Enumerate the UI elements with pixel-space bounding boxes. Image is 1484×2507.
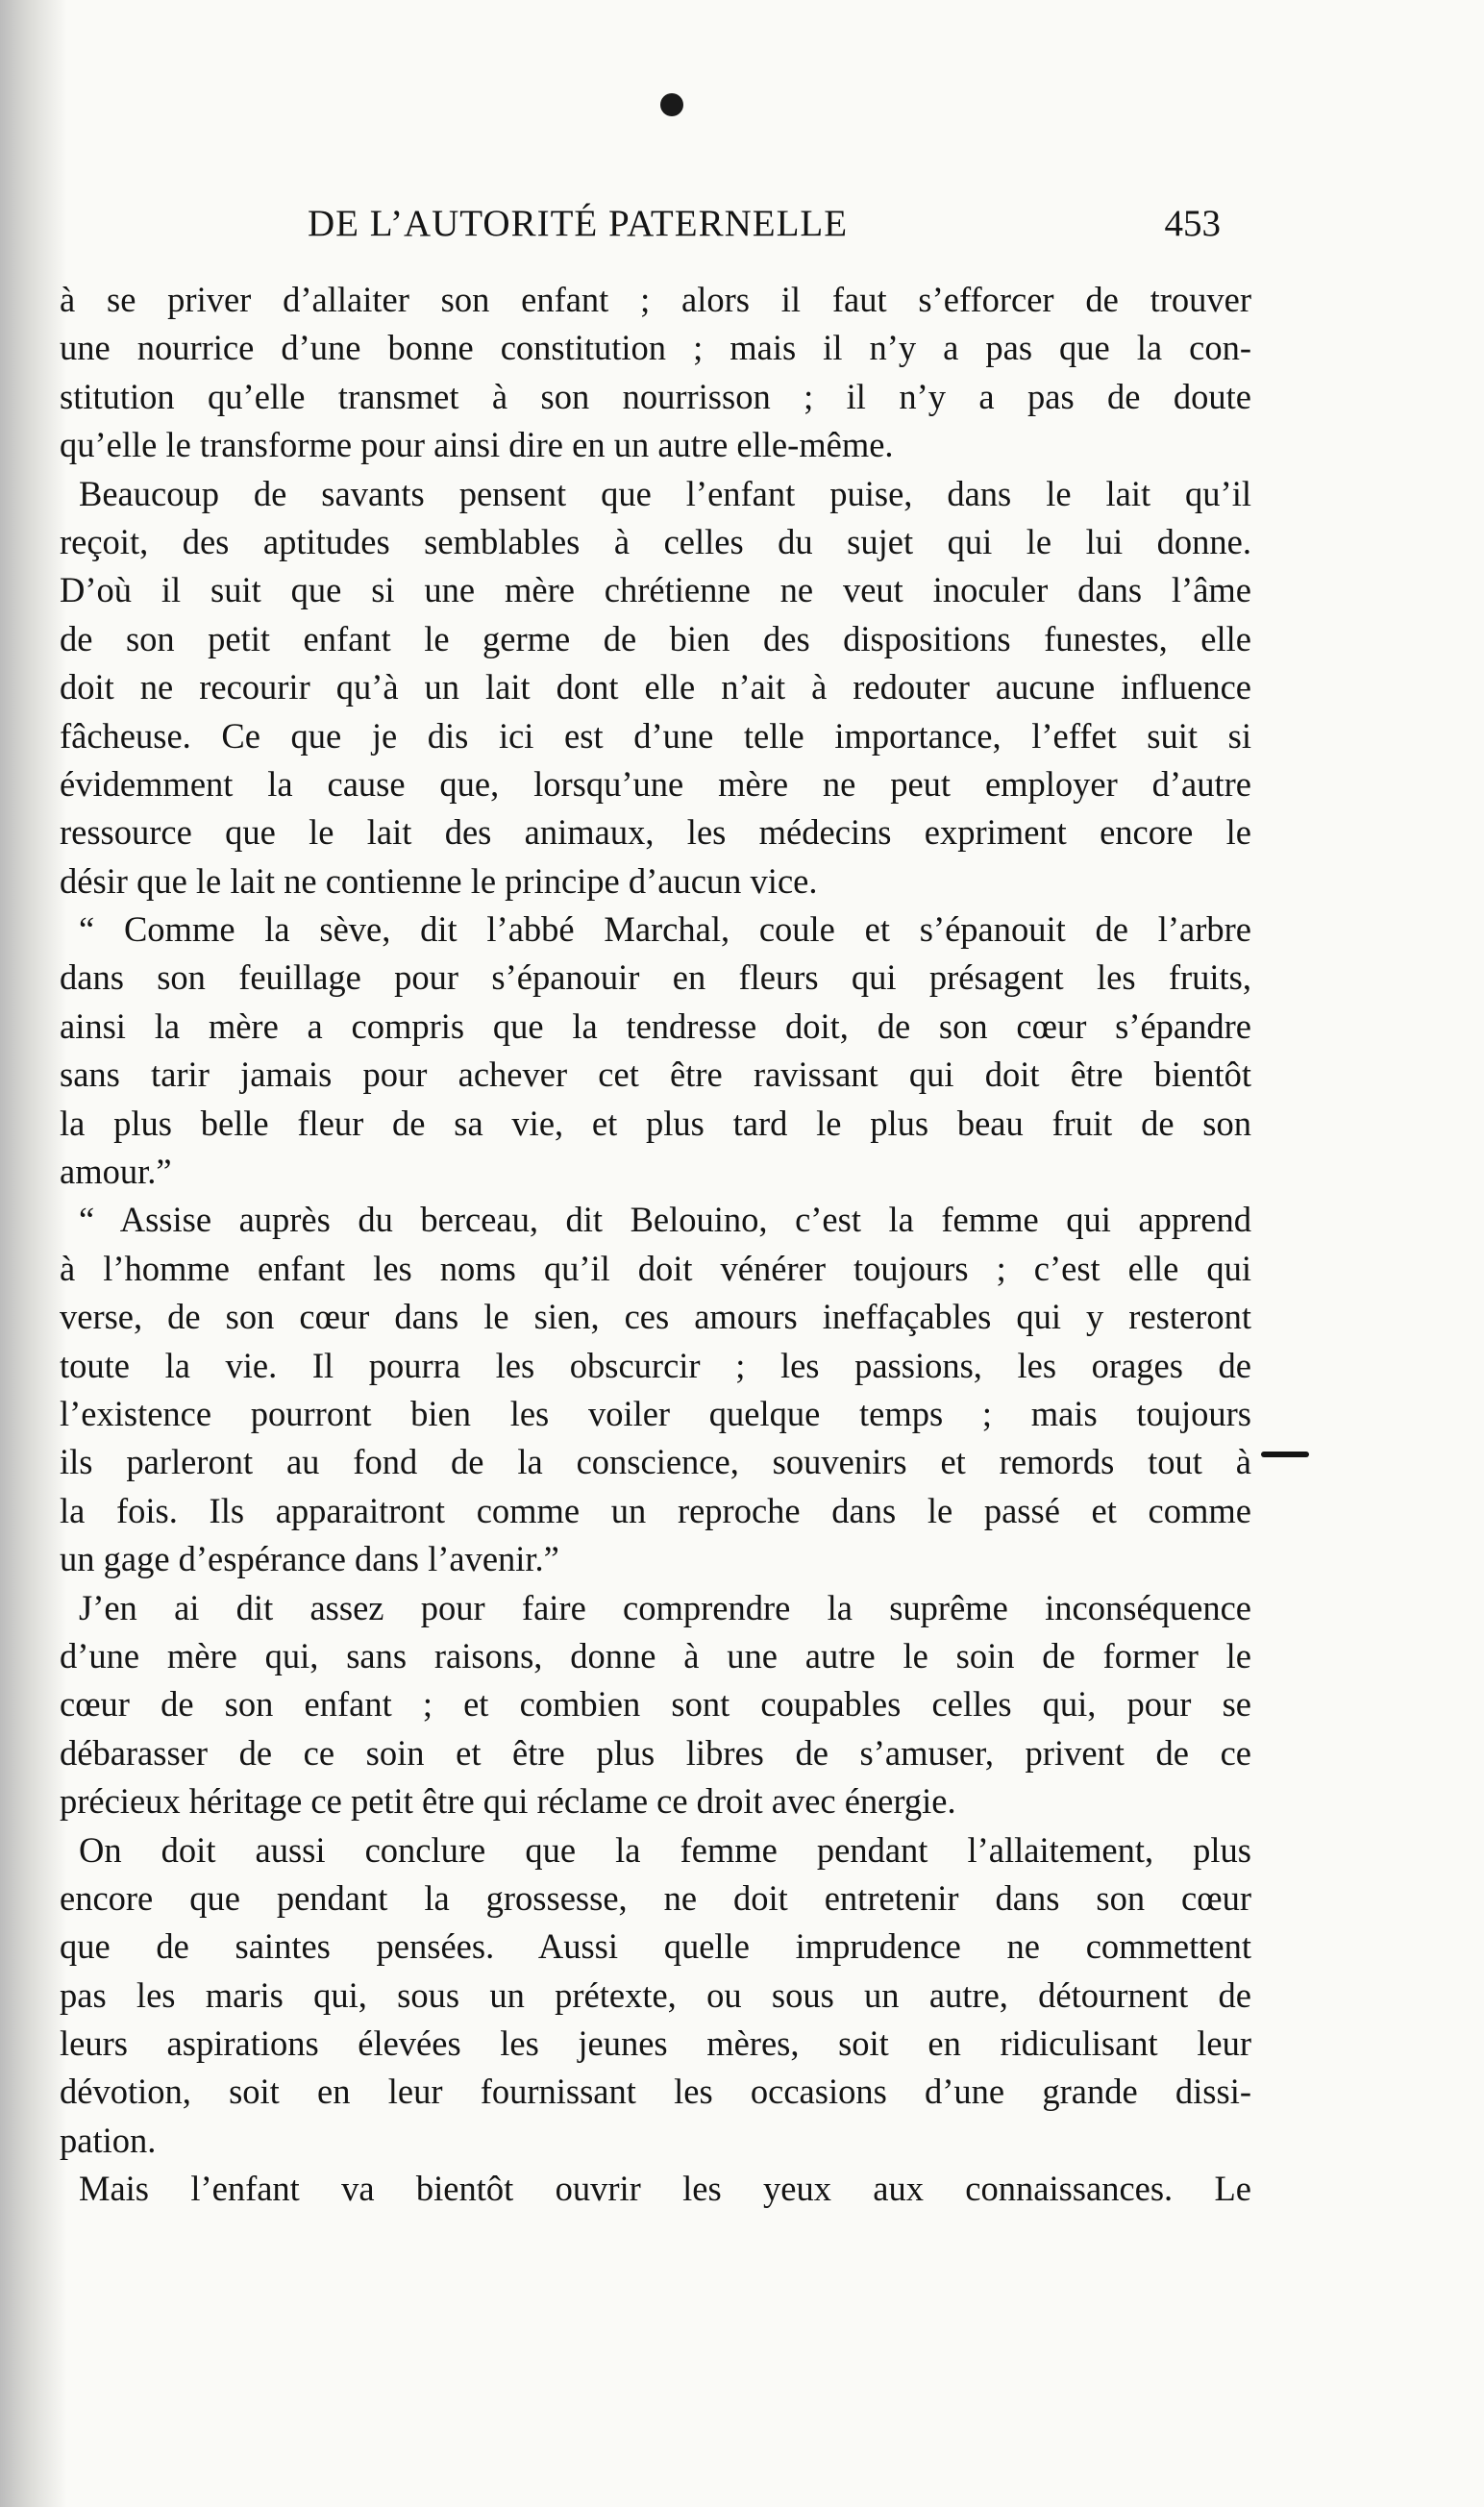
text-line: un gage d’espérance dans l’avenir.” xyxy=(60,1539,559,1579)
text-line: de son petit enfant le germe de bien des dispositions funestes, elle xyxy=(60,618,1251,658)
text-line: ressource que le lait des animaux, les médecins expriment encore le xyxy=(60,812,1251,853)
page-header xyxy=(308,202,1221,250)
text-line: évidemment la cause que, lorsqu’une mère ne peut employer d’autre xyxy=(60,763,1251,804)
text-line: sans tarir jamais pour achever cet être ravissant qui doit être bientôt xyxy=(60,1055,1251,1095)
text-line: à l’homme enfant les noms qu’il doit vénérer toujours ; c’est elle qui xyxy=(60,1248,1251,1288)
text-line: amour.” xyxy=(60,1152,172,1192)
text-line: que de saintes pensées. Aussi quelle imprudence ne commettent xyxy=(60,1926,1251,1967)
text-line: D’où il suit que si une mère chrétienne ne veut inoculer dans l’âme xyxy=(60,570,1251,610)
text-line: cœur de son enfant ; et combien sont coupables celles qui, pour se xyxy=(60,1684,1251,1725)
text-line: d’une mère qui, sans raisons, donne à une autre le soin de former le xyxy=(60,1635,1251,1675)
text-line: “ Comme la sève, dit l’abbé Marchal, coule et s’épanouit de l’arbre xyxy=(79,909,1251,950)
text-line: pation. xyxy=(60,2120,157,2160)
body-text xyxy=(60,276,1251,2214)
text-line: encore que pendant la grossesse, ne doit entretenir dans son cœur xyxy=(60,1877,1251,1918)
text-line: Beaucoup de savants pensent que l’enfant puise, dans le lait qu’il xyxy=(79,473,1251,513)
ink-blot xyxy=(660,93,683,116)
text-line: fâcheuse. Ce que je dis ici est d’une telle importance, l’effet suit si xyxy=(60,715,1251,756)
text-line: dans son feuillage pour s’épanouir en fleurs qui présagent les fruits, xyxy=(60,957,1251,998)
text-line: reçoit, des aptitudes semblables à celles du sujet qui le lui donne. xyxy=(60,521,1251,561)
page-number: 453 xyxy=(1164,203,1221,244)
page-edge-shadow xyxy=(0,0,67,2507)
text-line: ainsi la mère a compris que la tendresse doit, de son cœur s’épandre xyxy=(60,1005,1251,1046)
text-line: la fois. Ils apparaitront comme un reproche dans le passé et comme xyxy=(60,1490,1251,1530)
text-line: verse, de son cœur dans le sien, ces amours ineffaçables qui y resteront xyxy=(60,1297,1251,1337)
text-line: une nourrice d’une bonne constitution ; mais il n’y a pas que la con- xyxy=(60,328,1251,368)
text-line: à se priver d’allaiter son enfant ; alors il faut s’efforcer de trouver xyxy=(60,280,1251,319)
text-line: Mais l’enfant va bientôt ouvrir les yeux aux connaissances. Le xyxy=(79,2169,1251,2209)
running-title: DE L’AUTORITÉ PATERNELLE xyxy=(308,203,849,244)
text-line: qu’elle le transforme pour ainsi dire en un autre elle-même. xyxy=(60,425,894,465)
text-line: On doit aussi conclure que la femme pendant l’allaitement, plus xyxy=(79,1829,1251,1870)
text-line: stitution qu’elle transmet à son nourrisson ; il n’y a pas de doute xyxy=(60,376,1251,416)
margin-dash-mark xyxy=(1261,1452,1309,1457)
text-line: l’existence pourront bien les voiler quelque temps ; mais toujours xyxy=(60,1393,1251,1433)
text-line: “ Assise auprès du berceau, dit Belouino, c’est la femme qui apprend xyxy=(79,1200,1251,1240)
text-line: toute la vie. Il pourra les obscurcir ; les passions, les orages de xyxy=(60,1345,1251,1385)
text-line: précieux héritage ce petit être qui réclame ce droit avec énergie. xyxy=(60,1781,956,1822)
text-line: désir que le lait ne contienne le principe d’aucun vice. xyxy=(60,860,818,901)
text-line: débarasser de ce soin et être plus libres de s’amuser, privent de ce xyxy=(60,1732,1251,1773)
text-line: la plus belle fleur de sa vie, et plus tard le plus beau fruit de son xyxy=(60,1103,1251,1143)
text-line: doit ne recourir qu’à un lait dont elle n’ait à redouter aucune influence xyxy=(60,667,1251,707)
text-line: pas les maris qui, sous un prétexte, ou sous un autre, détournent de xyxy=(60,1974,1251,2015)
text-line: J’en ai dit assez pour faire comprendre la suprême inconséquence xyxy=(79,1587,1251,1627)
text-line: leurs aspirations élevées les jeunes mères, soit en ridiculisant leur xyxy=(60,2023,1251,2064)
text-line: dévotion, soit en leur fournissant les occasions d’une grande dissi- xyxy=(60,2072,1251,2112)
text-line: ils parleront au fond de la conscience, souvenirs et remords tout à xyxy=(60,1442,1251,1482)
